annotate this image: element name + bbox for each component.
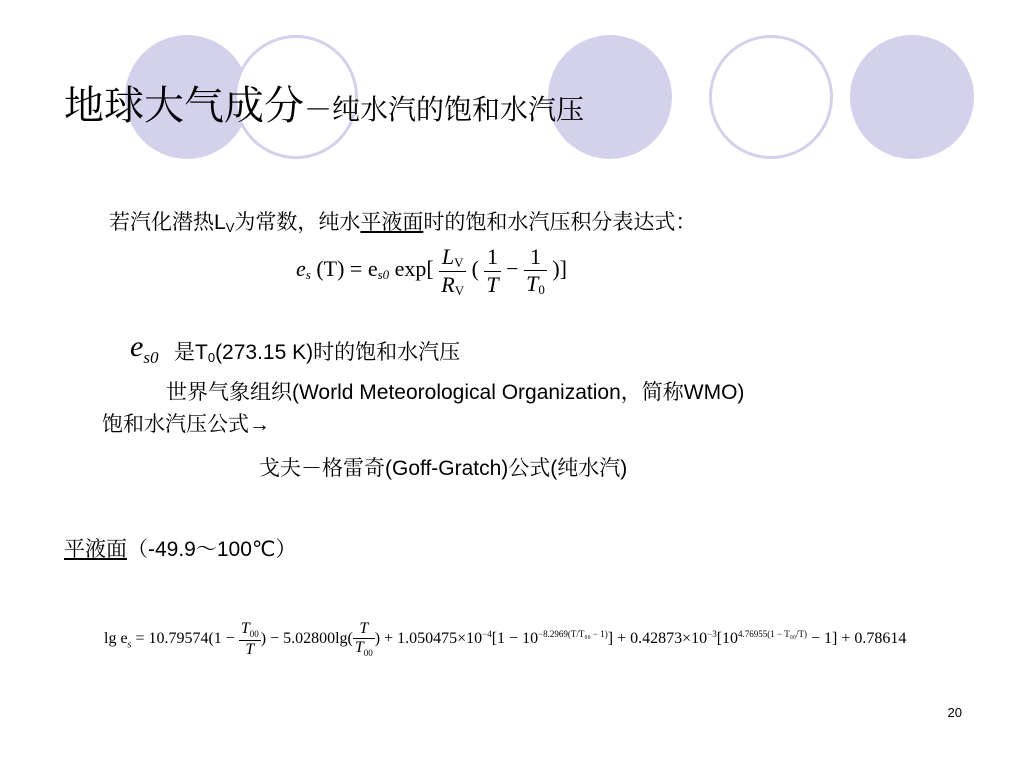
- es0-description: [174, 336, 460, 366]
- intro-part-c: 时的饱和水汽压积分表达式：: [423, 211, 697, 234]
- intro-part-a: 若汽化潜热L: [109, 211, 226, 234]
- f2-p2: ) − 5.02800lg(: [260, 630, 353, 648]
- f1-one-b: 1: [524, 244, 547, 271]
- f1-t: T: [486, 271, 499, 297]
- f2-f2-den-sub: 00: [363, 648, 373, 659]
- f1-rv-sub: V: [454, 282, 465, 298]
- es0-desc-b: (273.15 K)时的饱和水汽压: [215, 341, 461, 364]
- page-number: 20: [947, 705, 962, 720]
- f1-t0-sub: 0: [538, 282, 545, 298]
- f2-lhs: lg e: [104, 630, 128, 648]
- f2-p3: ) + 1.050475×10: [374, 630, 483, 648]
- f1-frac-lv-rv: [439, 244, 466, 298]
- intro-part-b: 为常数，纯水: [234, 211, 361, 234]
- f1-rhs-sub: s0: [377, 267, 390, 283]
- f1-one-a: 1: [484, 244, 500, 271]
- f1-t0: T: [526, 271, 539, 297]
- f1-open: (: [471, 256, 479, 282]
- f2-p4: [1 − 10: [491, 630, 539, 648]
- f2-p6-exp: 4.76955(1 − T₀₀/T): [738, 628, 807, 639]
- f1-exp: exp[: [389, 256, 434, 282]
- f2-p6: [10: [716, 630, 739, 648]
- f1-minus: −: [506, 256, 519, 282]
- f2-p4-exp: −8.2969(T/T₀₀ − 1): [538, 628, 608, 639]
- intro-v-sub: V: [225, 220, 235, 235]
- f2-f2-den: T: [354, 639, 364, 657]
- f2-p5: ] + 0.42873×10: [607, 630, 708, 648]
- f2-f1-num: T: [240, 620, 250, 637]
- f1-frac-1-t0: [524, 244, 547, 298]
- f1-lhs-sub: s: [305, 267, 311, 283]
- f2-p1: = 10.79574(1 −: [131, 630, 239, 648]
- es0-symbol: [130, 330, 158, 368]
- title-main: 地球大气成分: [64, 83, 304, 129]
- f2-frac-2: [353, 620, 375, 659]
- es0-e: e: [130, 330, 144, 363]
- es0-sub: s0: [143, 348, 159, 367]
- formula-clausius: [296, 244, 567, 298]
- f2-f1-num-sub: 00: [249, 629, 259, 640]
- title-sub: 纯水汽的饱和水汽压: [332, 93, 585, 126]
- f2-f1-den: T: [245, 640, 255, 658]
- f1-close: )]: [552, 256, 567, 282]
- goff-gratch-line: 戈夫－格雷奇(Goff-Gratch)公式(纯水汽): [259, 457, 628, 480]
- intro-line: [109, 206, 696, 236]
- f2-f2-num: T: [359, 620, 369, 637]
- f2-p7: − 1] + 0.78614: [806, 630, 907, 648]
- slide-title: [64, 74, 584, 131]
- f1-lhs-arg: (T) = e: [316, 256, 378, 282]
- f1-lhs: e: [296, 256, 306, 282]
- f2-lhs-sub: s: [127, 639, 132, 651]
- title-dash: －: [304, 93, 333, 126]
- f1-lv-sub: V: [454, 255, 464, 270]
- intro-underline: 平液面: [360, 211, 424, 234]
- es0-desc-sub: 0: [207, 350, 216, 365]
- f1-frac-1-t: [484, 244, 500, 298]
- decor-circle-5: [850, 35, 974, 159]
- range-line: [64, 533, 297, 563]
- wmo-line-2: 饱和水汽压公式→: [102, 413, 270, 436]
- f2-frac-1: [239, 620, 261, 659]
- f1-lv: L: [441, 244, 455, 269]
- formula-goff-gratch: [104, 620, 906, 659]
- f1-rv: R: [441, 271, 455, 297]
- wmo-line-1: 世界气象组织(World Meteorological Organization，简称WMO): [166, 381, 745, 404]
- f2-p3-exp: −4: [482, 628, 492, 639]
- range-underline: 平液面: [64, 538, 127, 561]
- f2-p5-exp: −3: [707, 628, 717, 639]
- decor-circle-4: [709, 35, 833, 159]
- range-text: （-49.9～100℃）: [127, 538, 297, 561]
- es0-desc-a: 是T: [174, 341, 208, 364]
